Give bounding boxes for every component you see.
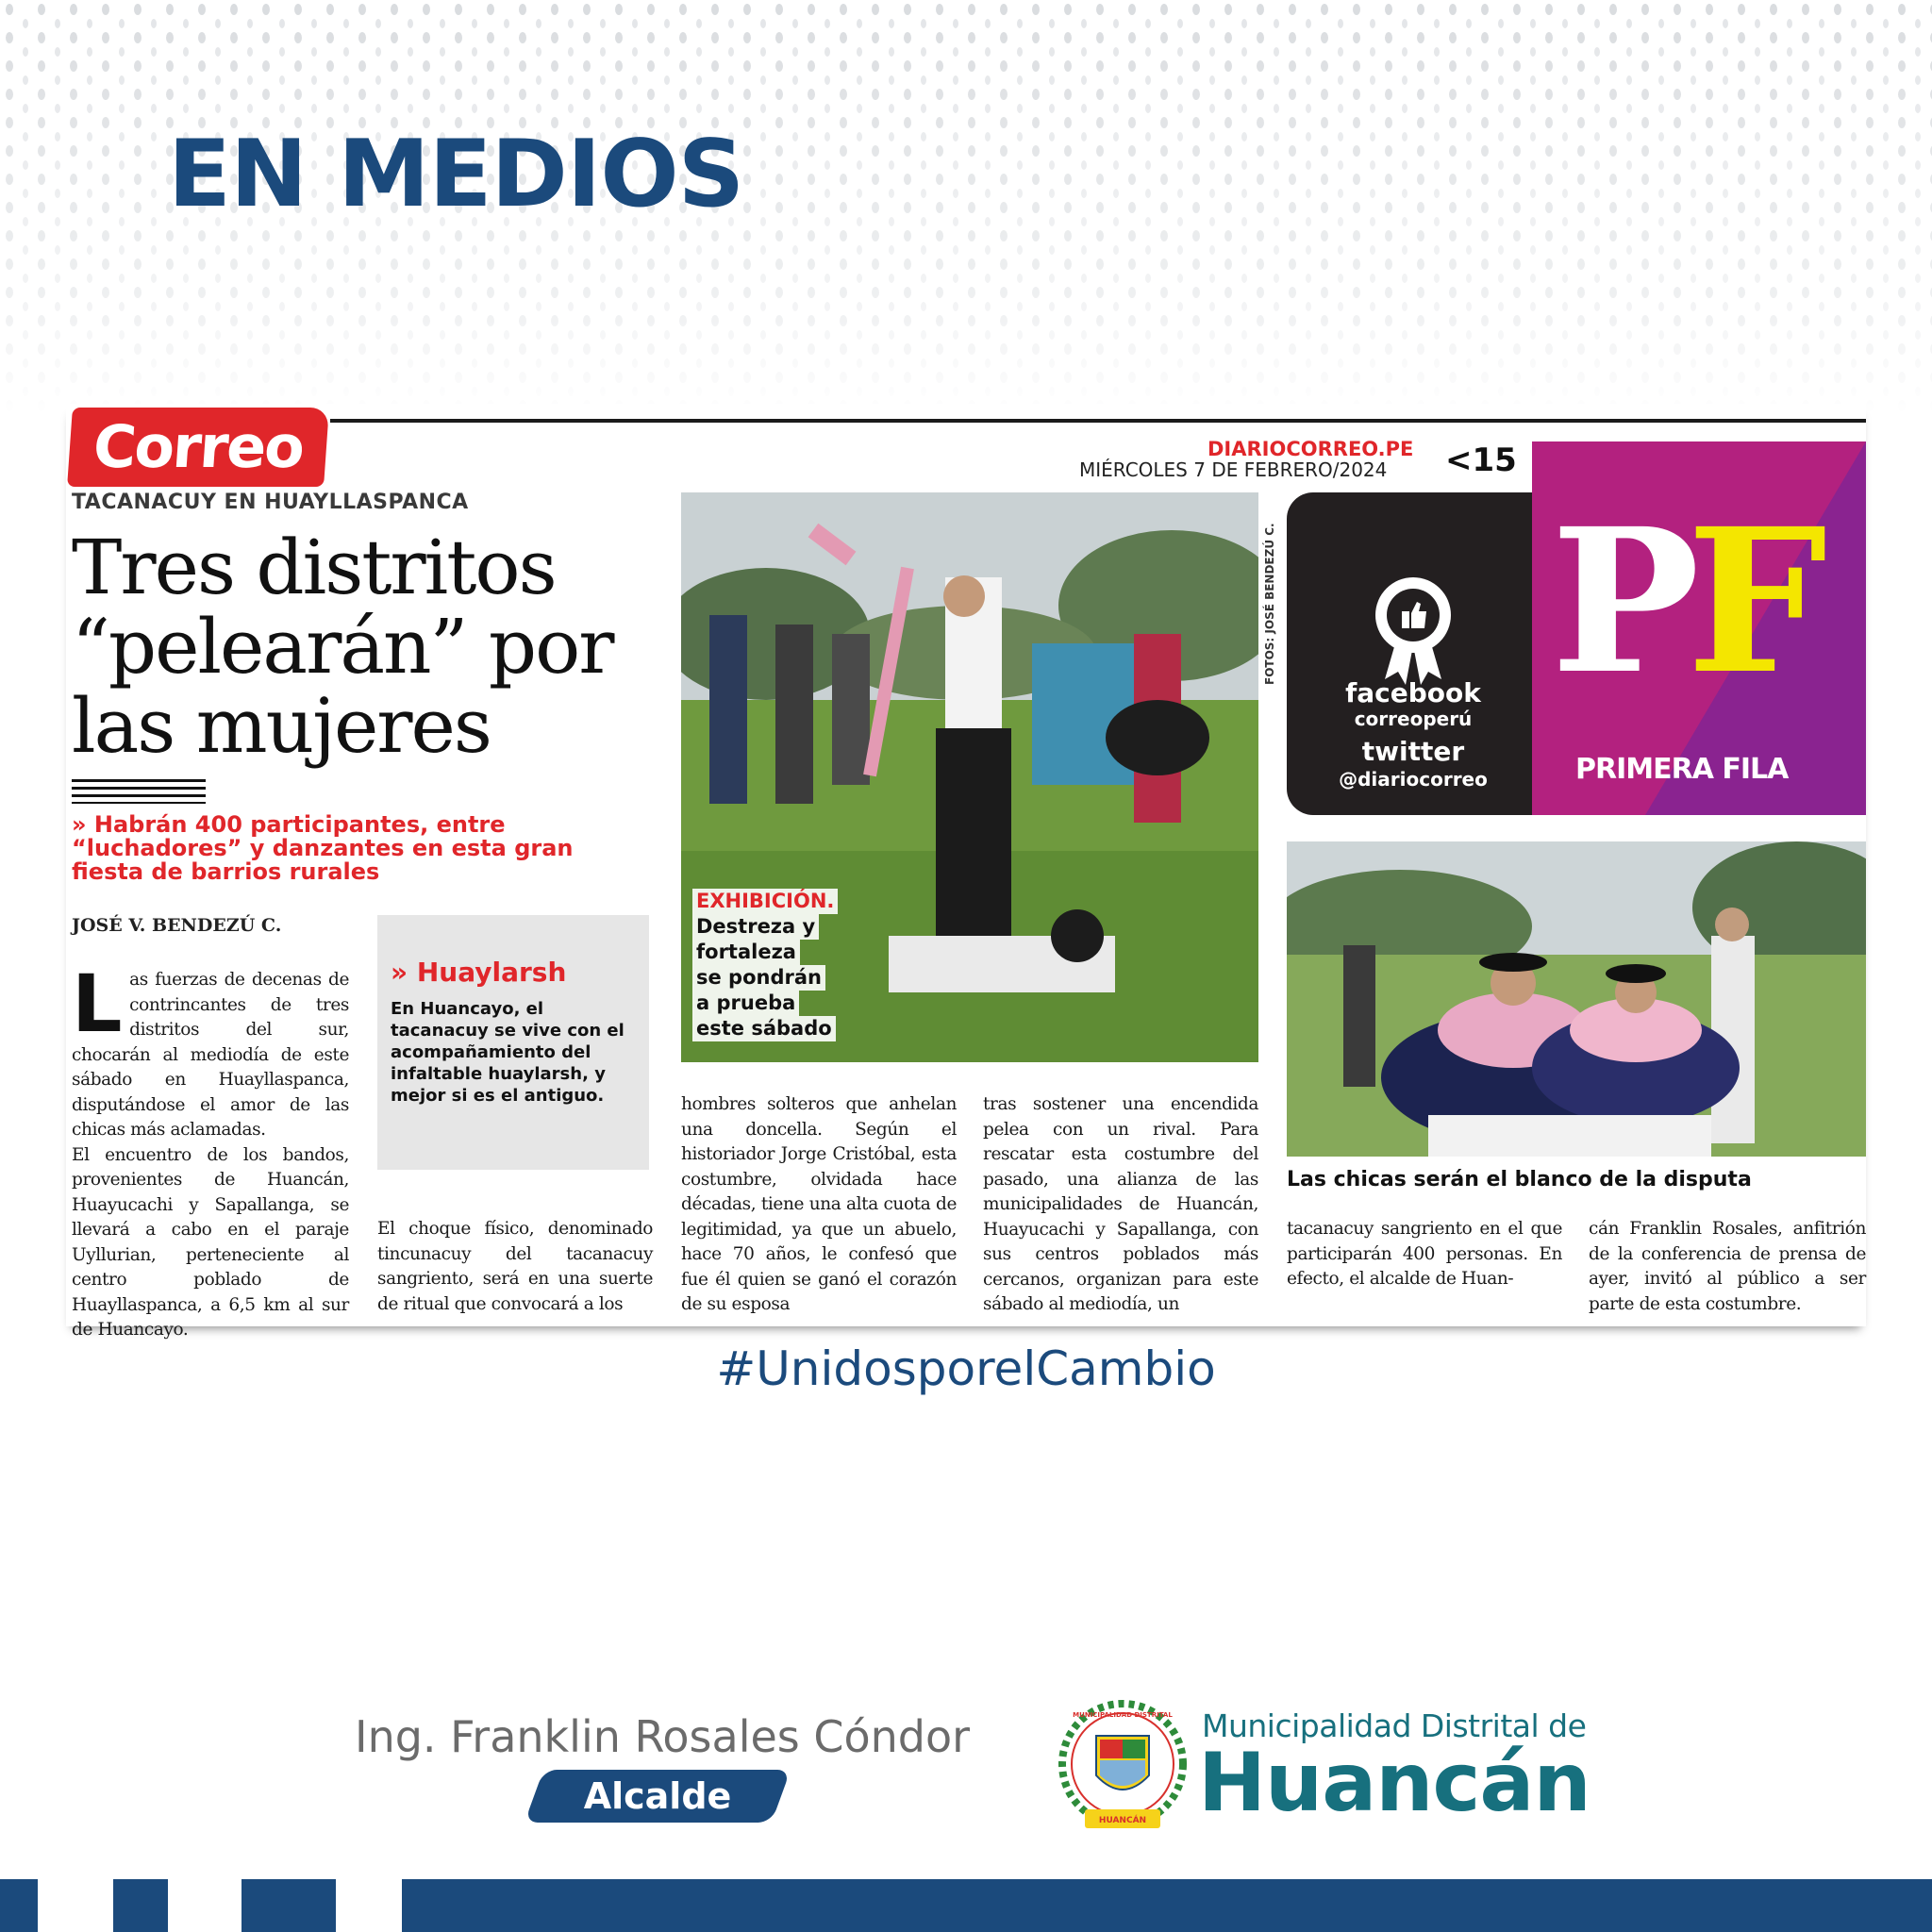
photo-credit-text: FOTOS: JOSÉ BENDEZÚ C. bbox=[1263, 523, 1276, 685]
social-promo-panel bbox=[1287, 492, 1540, 815]
caption-line-5: este sábado bbox=[692, 1016, 836, 1041]
site-url: DIARIOCORREO.PE bbox=[1208, 438, 1414, 460]
seal-bottom-text: HUANCÁN bbox=[1098, 1816, 1147, 1825]
pf-logo bbox=[1551, 485, 1815, 718]
caption-line-4: a prueba bbox=[692, 991, 799, 1016]
text-column-1 bbox=[72, 958, 349, 1343]
footer-segment bbox=[0, 1879, 38, 1932]
kicker: TACANACUY EN HUAYLLASPANCA bbox=[72, 491, 469, 514]
correo-logo: Correo bbox=[67, 408, 329, 487]
primera-fila-panel bbox=[1532, 441, 1866, 815]
role-badge: Alcalde bbox=[583, 1775, 732, 1817]
publication-date: MIÉRCOLES 7 DE FEBRERO/2024 bbox=[1079, 458, 1388, 481]
col1-paragraph-1: as fuerzas de decenas de contrincantes de tres distritos del sur, chocarán al mediodía de este sábado en Huayllaspanca, disputándose el amor de las chicas más aclamadas. bbox=[72, 970, 349, 1140]
caption-line-3: se pondrán bbox=[692, 965, 825, 991]
pf-letter-p: P bbox=[1551, 485, 1687, 718]
side-photo bbox=[1287, 841, 1866, 1157]
caption-line-1: Destreza y bbox=[692, 914, 819, 940]
sidebar-box bbox=[377, 915, 649, 1170]
sidebar-box-text: En Huancayo, el tacanacuy se vive con el acompañamiento del infaltable huaylarsh, y mejor si es el antiguo. bbox=[391, 999, 625, 1106]
sidebar-box-title: » Huaylarsh bbox=[391, 957, 567, 988]
text-column-5: tacanacuy sangriento en el que participarán 400 personas. En efecto, el alcalde de Huan- bbox=[1287, 1219, 1562, 1289]
municipality-name: Huancán bbox=[1198, 1736, 1591, 1830]
facebook-label: facebook bbox=[1345, 677, 1481, 708]
col1-paragraph-2: El encuentro de los bandos, provenientes de Huancán, Huayucachi y Sapallanga, se llevará a cabo en el paraje Uyllurian, perteneciente al centro poblado de Huayllaspanca, a 6,5 km al sur de Huancayo. bbox=[72, 1144, 349, 1340]
facebook-handle: correoperú bbox=[1354, 708, 1473, 730]
side-photo-caption: Las chicas serán el blanco de la disputa bbox=[1287, 1168, 1752, 1191]
mayor-name: Ing. Franklin Rosales Cóndor bbox=[355, 1711, 971, 1762]
caption-line-2: fortaleza bbox=[692, 940, 800, 965]
municipality-prefix: Municipalidad Distrital de bbox=[1202, 1707, 1587, 1744]
text-column-4: tras sostener una encendida pelea con un rival. Para rescatar esta costumbre del pasado, una alianza de las municipalidades de Huancán, Huayucachi y Sapallanga, con sus centros poblados más cercanos, organizan para este sábado al mediodía, un bbox=[983, 1094, 1258, 1314]
photo-caption bbox=[692, 889, 838, 1041]
main-photo bbox=[681, 492, 1258, 1062]
header-rule bbox=[330, 419, 1866, 423]
byline: JOSÉ V. BENDEZÚ C. bbox=[72, 915, 282, 936]
primera-fila-label: PRIMERA FILA bbox=[1575, 753, 1789, 786]
twitter-handle: @diariocorreo bbox=[1339, 768, 1488, 791]
pf-letter-f: F bbox=[1686, 485, 1815, 718]
footer-bar bbox=[0, 1879, 1932, 1932]
article-headline: Tres distritos “pelearán” por las mujeres bbox=[72, 524, 613, 770]
newspaper-clipping bbox=[66, 404, 1866, 1340]
footer-segment bbox=[113, 1879, 168, 1932]
footer-segment bbox=[242, 1879, 336, 1932]
municipal-seal-icon bbox=[1053, 1698, 1192, 1838]
headline-rules bbox=[72, 779, 206, 804]
text-column-3: hombres solteros que anhelan una doncella. Según el historiador Jorge Cristóbal, esta costumbre, olvidada hace décadas, tiene una alta cuota de legitimidad, ya que un abuelo, hace 70 años, le confesó que fue él quien se ganó el corazón de su esposa bbox=[681, 1094, 957, 1314]
hashtag: #UnidosporelCambio bbox=[716, 1341, 1216, 1396]
text-column-6: cán Franklin Rosales, anfitrión de la conferencia de prensa de ayer, invitó al público a ser parte de esta costumbre. bbox=[1589, 1219, 1866, 1314]
photo-credit bbox=[1260, 498, 1279, 687]
article-dek: » Habrán 400 participantes, entre “luchadores” y danzantes en esta gran fiesta de barrios rurales bbox=[72, 811, 574, 885]
text-column-2: El choque físico, denominado tincunacuy del tacanacuy sangriento, será en una suerte de ritual que convocará a los bbox=[377, 1219, 653, 1314]
footer-segment bbox=[402, 1879, 1932, 1932]
drop-cap: L bbox=[72, 958, 123, 1050]
page-number: <15 bbox=[1445, 441, 1517, 479]
page-heading: EN MEDIOS bbox=[168, 121, 744, 228]
caption-label: EXHIBICIÓN. bbox=[692, 889, 838, 914]
twitter-label: twitter bbox=[1361, 736, 1465, 767]
seal-top-text: MUNICIPALIDAD DISTRITAL bbox=[1073, 1711, 1173, 1719]
side-photo-illustration bbox=[1287, 841, 1866, 1157]
